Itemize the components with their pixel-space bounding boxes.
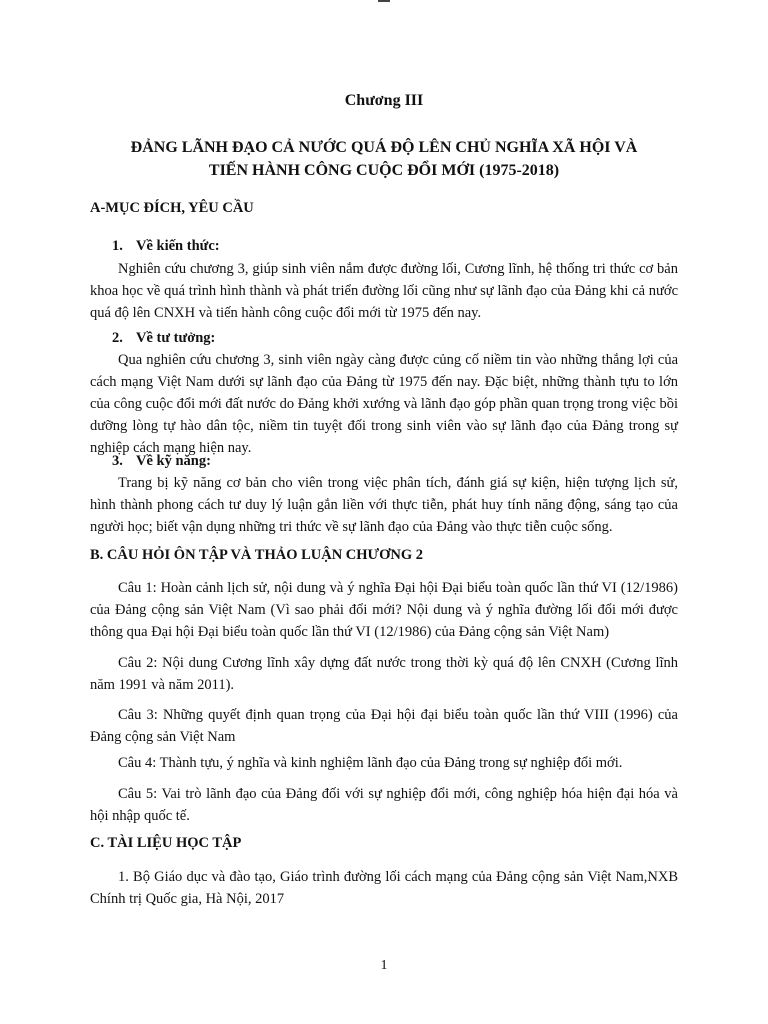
item-heading-text: Về kỹ năng:	[136, 453, 211, 469]
chapter-label: Chương III	[344, 92, 424, 109]
chapter-title-line-1: ĐẢNG LÃNH ĐẠO CẢ NƯỚC QUÁ ĐỘ LÊN CHỦ NGHĨA XÃ HỘI VÀ	[130, 139, 638, 156]
question-3: Câu 3: Những quyết định quan trọng của Đại hội đại biểu toàn quốc lần thứ VIII (1996) của Đảng cộng sản Việt Nam	[90, 707, 678, 745]
section-a-item-2-heading	[112, 330, 215, 347]
section-a-item-2-text: Qua nghiên cứu chương 3, sinh viên ngày càng được củng cố niềm tin vào những thắng lợi của cách mạng Việt Nam dưới sự lãnh đạo của Đảng từ 1975 đến nay. Đặc biệt, những thành tựu to lớn của công cuộc đổi mới đất nước do Đảng khởi xướng và lãnh đạo góp phần quan trọng trong việc bồi dưỡng lòng tự hào dân tộc, niềm tin tuyệt đối trong sinh viên vào sự lãnh đạo của Đảng trong sự nghiệp cách mạng hiện nay.	[90, 352, 678, 456]
question-4: Câu 4: Thành tựu, ý nghĩa và kinh nghiệm lãnh đạo của Đảng trong sự nghiệp đổi mới.	[118, 755, 623, 771]
section-a-item-3-heading	[112, 453, 211, 470]
question-5: Câu 5: Vai trò lãnh đạo của Đảng đối với sự nghiệp đổi mới, công nghiệp hóa hiện đại hóa và hội nhập quốc tế.	[90, 786, 678, 824]
item-number: 2.	[112, 330, 123, 346]
section-a-item-3-text: Trang bị kỹ năng cơ bản cho viên trong việc phân tích, đánh giá sự kiện, hiện tượng lịch sử, hình thành phong cách tư duy lý luận gắn liền với thực tiễn, phát huy tính năng động, sáng tạo của người học; biết vận dụng những tri thức về sự lãnh đạo của Đảng vào thực tiễn cuộc sống.	[90, 475, 678, 535]
item-heading-text: Về tư tưởng:	[136, 330, 216, 346]
section-a-heading: A-MỤC ĐÍCH, YÊU CẦU	[90, 200, 254, 216]
page-number: 1	[380, 958, 388, 973]
chapter-title-line-2: TIẾN HÀNH CÔNG CUỘC ĐỔI MỚI (1975-2018)	[208, 162, 560, 179]
item-heading-text: Về kiến thức:	[136, 238, 220, 254]
question-1: Câu 1: Hoàn cảnh lịch sử, nội dung và ý nghĩa Đại hội Đại biểu toàn quốc lần thứ VI (12/1986) của Đảng cộng sản Việt Nam (Vì sao phải đổi mới? Nội dung và ý nghĩa đường lối đổi mới được thông qua Đại hội Đại biểu toàn quốc lần thứ VI (12/1986) của Đảng cộng sản Việt Nam)	[90, 580, 678, 640]
section-b-heading: B. CÂU HỎI ÔN TẬP VÀ THẢO LUẬN CHƯƠNG 2	[90, 547, 423, 563]
section-a-item-1-heading	[112, 238, 220, 255]
question-2: Câu 2: Nội dung Cương lĩnh xây dựng đất nước trong thời kỳ quá độ lên CNXH (Cương lĩnh năm 1991 và năm 2011).	[90, 655, 678, 693]
item-number: 1.	[112, 238, 123, 254]
section-a-item-1-text: Nghiên cứu chương 3, giúp sinh viên nắm được đường lối, Cương lĩnh, hệ thống tri thức cơ bản khoa học về quá trình hình thành và phát triển đường lối cũng như sự lãnh đạo của Đảng khi cả nước quá độ lên CNXH và tiến hành công cuộc đổi mới từ 1975 đến nay.	[90, 261, 678, 321]
item-number: 3.	[112, 453, 123, 469]
top-edge-mark	[378, 0, 390, 2]
reference-1: 1. Bộ Giáo dục và đào tạo, Giáo trình đường lối cách mạng của Đảng cộng sản Việt Nam,NXB Chính trị Quốc gia, Hà Nội, 2017	[90, 869, 678, 907]
section-c-heading: C. TÀI LIỆU HỌC TẬP	[90, 835, 242, 851]
chapter-title	[90, 136, 678, 182]
